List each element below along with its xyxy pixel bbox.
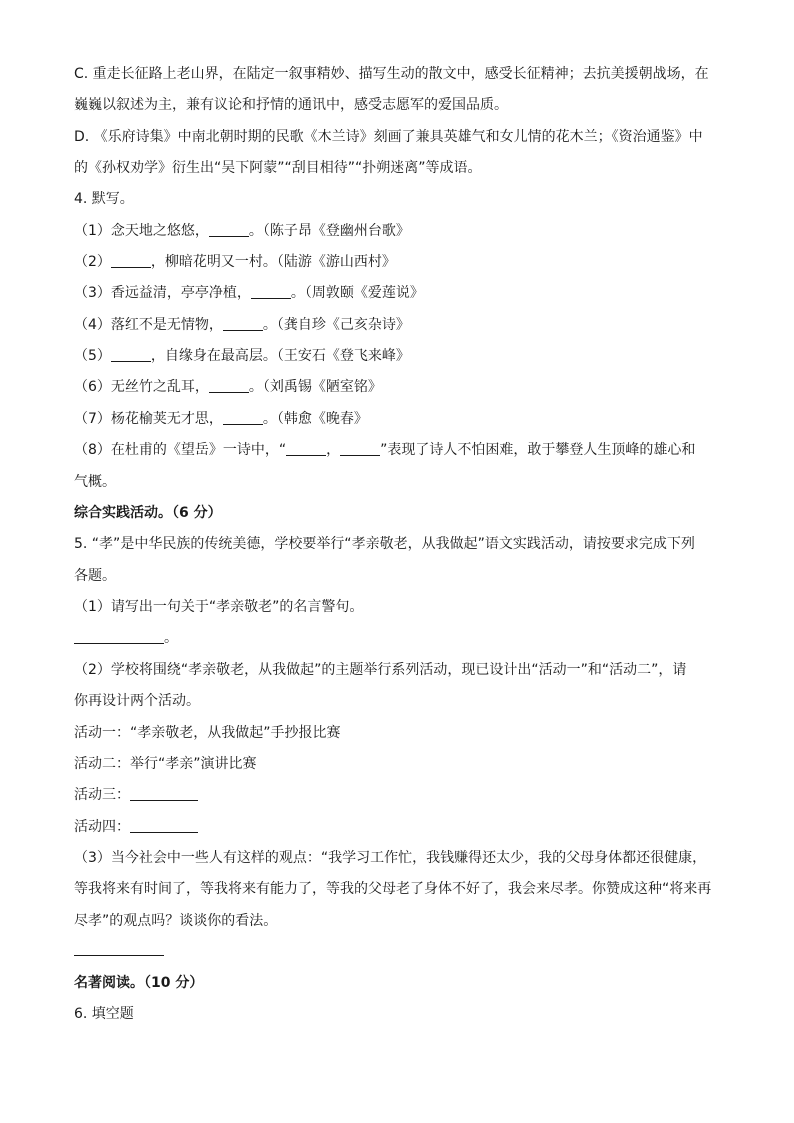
section-heading-practice: 综合实践活动。（6 分） <box>74 505 222 521</box>
q4-item-7-text: （7）杨花榆荚无才思， <box>74 411 223 427</box>
answer-blank[interactable] <box>223 410 263 425</box>
answer-blank[interactable] <box>209 378 249 393</box>
q4-item-2-source: ，柳暗花明又一村。（陆游《游山西村》 <box>150 254 396 270</box>
q4-item-6-source: 。（刘禹锡《陋室铭》 <box>248 379 382 395</box>
q4-item-1-text: （1）念天地之悠悠， <box>74 223 209 239</box>
activity-4-label: 活动四： <box>74 819 130 835</box>
q4-item-4-text: （4）落红不是无情物， <box>74 317 223 333</box>
q5-intro-2: 各题。 <box>74 568 116 584</box>
option-d-line-1: D. 《乐府诗集》中南北朝时期的民歌《木兰诗》刻画了兼具英雄气和女儿情的花木兰；《资治通鉴》中 <box>74 129 703 145</box>
q4-item-4-source: 。（龚自珍《己亥杂诗》 <box>262 317 410 333</box>
q5-part-2-line-2: 你再设计两个活动。 <box>74 693 200 709</box>
activity-3-label: 活动三： <box>74 787 130 803</box>
activity-1: 活动一：“孝亲敬老，从我做起”手抄报比赛 <box>74 725 341 741</box>
q4-item-8-rest: ”表现了诗人不怕困难，敢于攀登人生顶峰的雄心和 <box>380 442 696 458</box>
answer-blank[interactable] <box>130 786 198 801</box>
question-6-title: 6. 填空题 <box>74 1006 134 1022</box>
q4-item-7-source: 。（韩愈《晚春》 <box>262 411 368 427</box>
answer-blank[interactable] <box>223 316 263 331</box>
q4-item-5-text: （5） <box>74 348 111 364</box>
q4-item-8-cont: 气概。 <box>74 474 116 490</box>
answer-blank[interactable] <box>251 284 291 299</box>
q4-item-5-source: ，自缘身在最高层。（王安石《登飞来峰》 <box>150 348 410 364</box>
answer-blank[interactable] <box>111 253 151 268</box>
q4-item-8-text: （8）在杜甫的《望岳》一诗中，“ <box>74 442 287 458</box>
q4-item-3 <box>74 283 424 303</box>
option-c-line-1: C. 重走长征路上老山界，在陆定一叙事精妙、描写生动的散文中，感受长征精神；去抗美援朝战场，在 <box>74 66 709 82</box>
q4-item-2 <box>74 252 396 272</box>
section-heading-reading: 名著阅读。（10 分） <box>74 975 204 991</box>
q5-intro-1: 5. “孝”是中华民族的传统美德，学校要举行“孝亲敬老，从我做起”语文实践活动，请按要求完成下列 <box>74 536 695 552</box>
option-c-line-2: 巍巍以叙述为主，兼有议论和抒情的通讯中，感受志愿军的爱国品质。 <box>74 97 508 113</box>
q5-part-3-answer <box>74 940 164 960</box>
q5-part-3-line-1: （3）当今社会中一些人有这样的观点：“我学习工作忙，我钱赚得还太少，我的父母身体都还很健康， <box>74 850 707 866</box>
q5-part-3-line-2: 等我将来有时间了，等我将来有能力了，等我的父母老了身体不好了，我会来尽孝。你赞成这种“将来再 <box>74 881 712 897</box>
q4-item-4 <box>74 315 410 335</box>
q4-item-1 <box>74 221 410 241</box>
period: 。 <box>164 630 178 646</box>
answer-blank[interactable] <box>340 441 380 456</box>
activity-3 <box>74 785 198 805</box>
answer-blank[interactable] <box>111 347 151 362</box>
answer-blank[interactable] <box>74 629 164 644</box>
question-4-title: 4. 默写。 <box>74 191 134 207</box>
q5-part-1: （1）请写出一句关于“孝亲敬老”的名言警句。 <box>74 599 364 615</box>
q4-item-7 <box>74 409 368 429</box>
q4-item-5 <box>74 346 410 366</box>
q4-item-3-text: （3）香远益清，亭亭净植， <box>74 285 251 301</box>
q4-item-2-text: （2） <box>74 254 111 270</box>
q5-part-3-line-3: 尽孝”的观点吗？谈谈你的看法。 <box>74 913 278 929</box>
answer-blank[interactable] <box>209 222 249 237</box>
answer-blank[interactable] <box>286 441 326 456</box>
q4-item-1-source: 。（陈子昂《登幽州台歌》 <box>248 223 410 239</box>
activity-4 <box>74 817 198 837</box>
q4-item-6-text: （6）无丝竹之乱耳， <box>74 379 209 395</box>
q4-item-8 <box>74 440 695 460</box>
q4-item-3-source: 。（周敦颐《爱莲说》 <box>290 285 424 301</box>
q5-part-1-answer <box>74 628 178 648</box>
q5-part-2-line-1: （2）学校将围绕“孝亲敬老，从我做起”的主题举行系列活动，现已设计出“活动一”和“活动二”，请 <box>74 662 687 678</box>
activity-2: 活动二：举行“孝亲”演讲比赛 <box>74 756 257 772</box>
option-d-line-2: 的《孙权劝学》衍生出“吴下阿蒙”“刮目相待”“扑朔迷离”等成语。 <box>74 160 482 176</box>
answer-blank[interactable] <box>74 941 164 956</box>
q4-item-8-comma: ， <box>326 442 341 458</box>
answer-blank[interactable] <box>130 818 198 833</box>
q4-item-6 <box>74 377 382 397</box>
